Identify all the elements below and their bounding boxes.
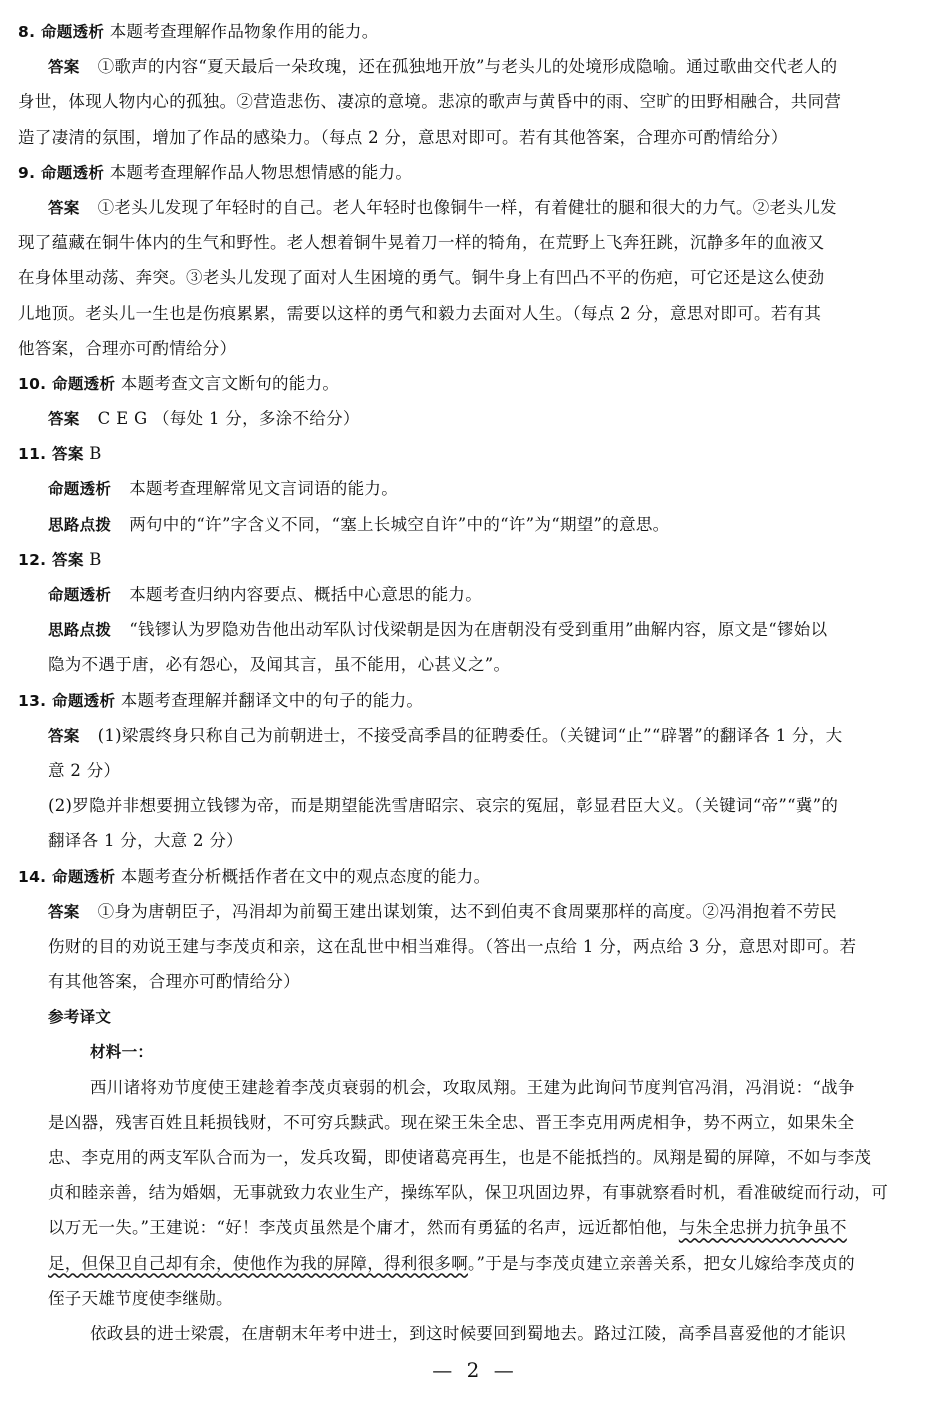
line-text: 忠、李克用的两支军队合而为一，发兵攻蜀，即使诸葛亮再生，也是不能抵挡的。凤翔是蜀的屏障，不如与李茂 <box>48 1148 872 1167</box>
text-line <box>18 366 932 401</box>
text-line <box>18 471 932 506</box>
text-line <box>18 647 932 682</box>
text-line <box>18 894 932 929</box>
text-line <box>18 401 932 436</box>
item-label: 答案 <box>48 58 80 77</box>
line-text: 贞和睦亲善，结为婚姻，无事就致力农业生产，操练军队，保卫巩固边界，有事就察看时机，看准破绽而行动，可 <box>48 1183 888 1203</box>
line-text: 本题考查理解作品物象作用的能力。 <box>104 22 379 41</box>
item-label: 答案 <box>48 198 80 217</box>
text-line <box>18 612 932 647</box>
page-number: — 2 — <box>432 1358 518 1382</box>
text-line <box>18 331 932 366</box>
underlined-text: 足，但保卫自己却有余，使他作为我的屏障，得利很多啊 <box>48 1253 468 1273</box>
section-label: 13. 命题透析 <box>18 691 116 710</box>
line-text: 本题考查理解作品人物思想情感的能力。 <box>104 162 413 182</box>
line-text: 西川诸将劝节度使王建趁着李茂贞衰弱的机会，攻取凤翔。王建为此询问节度判官冯涓，冯涓说：“战争 <box>90 1077 855 1097</box>
line-text: B <box>83 549 102 569</box>
line-text: 意 2 分） <box>48 760 121 780</box>
line-text: 依政县的进士梁震，在唐朝末年考中进士，到这时候要回到蜀地去。路过江陵，高季昌喜爱他的才能识 <box>90 1323 846 1343</box>
section-label: 12. 答案 <box>18 550 84 569</box>
section-label: 10. 命题透析 <box>18 374 116 393</box>
section-label: 14. 命题透析 <box>18 867 116 886</box>
text-line <box>18 225 932 260</box>
text-line <box>18 190 932 225</box>
line-text: ①歌声的内容“夏天最后一朵玫瑰，还在孤独地开放”与老头儿的处境形成隐喻。通过歌曲交代老人的 <box>97 57 838 77</box>
line-text: 在身体里动荡、奔突。③老头儿发现了面对人生困境的勇气。铜牛身上有凹凸不平的伤疤，可它还是这么使劲 <box>18 268 825 288</box>
line-text: 本题考查理解并翻译文中的句子的能力。 <box>115 690 424 710</box>
text-line <box>18 120 932 155</box>
text-line <box>18 296 932 331</box>
line-text: ①老头儿发现了年轻时的自己。老人年轻时也像铜牛一样，有着健壮的腿和很大的力气。②老头儿发 <box>97 197 837 217</box>
text-line <box>18 577 932 612</box>
line-text: 现了蕴藏在铜牛体内的生气和野性。老人想着铜牛晃着刀一样的犄角，在荒野上飞奔狂跳，沉静多年的血液又 <box>18 233 825 253</box>
text-line <box>18 1175 932 1210</box>
text-line <box>18 683 932 718</box>
item-label: 思路点拨 <box>48 621 112 640</box>
text-line <box>18 964 932 999</box>
underlined-text: 与朱全忠拼力抗争虽不 <box>678 1218 847 1238</box>
line-text: (2)罗隐并非想要拥立钱镠为帝，而是期望能洗雪唐昭宗、哀宗的冤屈，彰显君臣大义。（关键词“帝”“冀”的 <box>48 796 839 816</box>
text-line <box>18 542 932 577</box>
text-line <box>18 1316 932 1351</box>
line-text: 。”于是与李茂贞建立亲善关系，把女儿嫁给李茂贞的 <box>468 1253 855 1273</box>
text-line <box>18 859 932 894</box>
text-line <box>18 823 932 858</box>
line-text: C E G （每处 1 分，多涂不给分） <box>97 409 360 429</box>
line-text: 本题考查分析概括作者在文中的观点态度的能力。 <box>115 866 491 886</box>
text-line <box>18 14 932 49</box>
text-line <box>18 1034 932 1069</box>
text-line <box>18 1070 932 1105</box>
line-text: 儿地顶。老头儿一生也是伤痕累累，需要以这样的勇气和毅力去面对人生。（每点 2 分，意思对即可。若有其 <box>18 303 822 323</box>
section-label: 参考译文 <box>48 1008 112 1027</box>
item-label: 命题透析 <box>48 480 112 499</box>
line-text: 本题考查理解常见文言词语的能力。 <box>129 479 399 499</box>
text-line <box>18 436 932 471</box>
line-text: 造了凄清的氛围，增加了作品的感染力。（每点 2 分，意思对即可。若有其他答案，合理亦可酌情给分） <box>18 127 788 147</box>
section-label: 11. 答案 <box>18 445 84 464</box>
line-text: 伤财的目的劝说王建与李茂贞和亲，这在乱世中相当难得。（答出一点给 1 分，两点给 3 分，意思对即可。若 <box>48 936 857 956</box>
text-line <box>18 507 932 542</box>
section-label: 8. 命题透析 <box>18 23 105 41</box>
line-text: B <box>83 444 102 464</box>
line-text: 本题考查归纳内容要点、概括中心意思的能力。 <box>129 585 483 604</box>
item-label: 答案 <box>48 410 80 429</box>
text-line <box>18 1246 932 1281</box>
line-text: 他答案，合理亦可酌情给分） <box>18 338 237 358</box>
line-text: 以万无一失。”王建说：“好！李茂贞虽然是个庸才，然而有勇猛的名声，远近都怕他， <box>48 1218 679 1238</box>
section-label: 9. 命题透析 <box>18 163 105 182</box>
text-line <box>18 155 932 190</box>
item-label: 答案 <box>48 726 80 745</box>
item-label: 思路点拨 <box>48 515 112 534</box>
line-text: 身世，体现人物内心的孤独。②营造悲伤、凄凉的意境。悲凉的歌声与黄昏中的雨、空旷的田野相融合，共同营 <box>18 92 842 112</box>
text-line <box>18 929 932 964</box>
text-line <box>18 260 932 295</box>
text-line <box>18 1105 932 1140</box>
line-text: 翻译各 1 分，大意 2 分） <box>48 831 243 851</box>
line-text: 是凶器，残害百姓且耗损钱财，不可穷兵黩武。现在梁王朱全忠、晋王李克用两虎相争，势不两立，如果朱全 <box>48 1112 855 1132</box>
section-label: 材料一： <box>90 1043 154 1062</box>
line-text: (1)梁震终身只称自己为前朝进士，不接受高季昌的征聘委任。（关键词“止”“辟署”的翻译各 1 分，大 <box>97 725 843 745</box>
line-text: 两句中的“许”字含义不同，“塞上长城空自许”中的“许”为“期望”的意思。 <box>129 514 670 534</box>
text-line <box>18 1210 932 1245</box>
item-label: 命题透析 <box>48 586 112 604</box>
text-line <box>18 49 932 84</box>
text-line <box>18 1140 932 1175</box>
line-text: 有其他答案，合理亦可酌情给分） <box>48 972 300 992</box>
text-line <box>18 999 932 1034</box>
line-text: “钱镠认为罗隐劝告他出动军队讨伐梁朝是因为在唐朝没有受到重用”曲解内容，原文是“镠始以 <box>129 620 828 640</box>
line-text: 侄子天雄节度使李继勋。 <box>48 1288 233 1308</box>
text-line <box>18 84 932 119</box>
line-text: 本题考查文言文断句的能力。 <box>115 373 340 393</box>
line-text: 隐为不遇于唐，必有怨心，及闻其言，虽不能用，心甚义之”。 <box>48 655 511 675</box>
line-text: ①身为唐朝臣子，冯涓却为前蜀王建出谋划策，达不到伯夷不食周粟那样的高度。②冯涓抱着不劳民 <box>97 901 837 921</box>
text-line <box>18 1281 932 1316</box>
text-line <box>18 718 932 753</box>
text-line <box>18 753 932 788</box>
text-line <box>18 788 932 823</box>
document-body <box>18 14 932 1351</box>
item-label: 答案 <box>48 902 80 921</box>
